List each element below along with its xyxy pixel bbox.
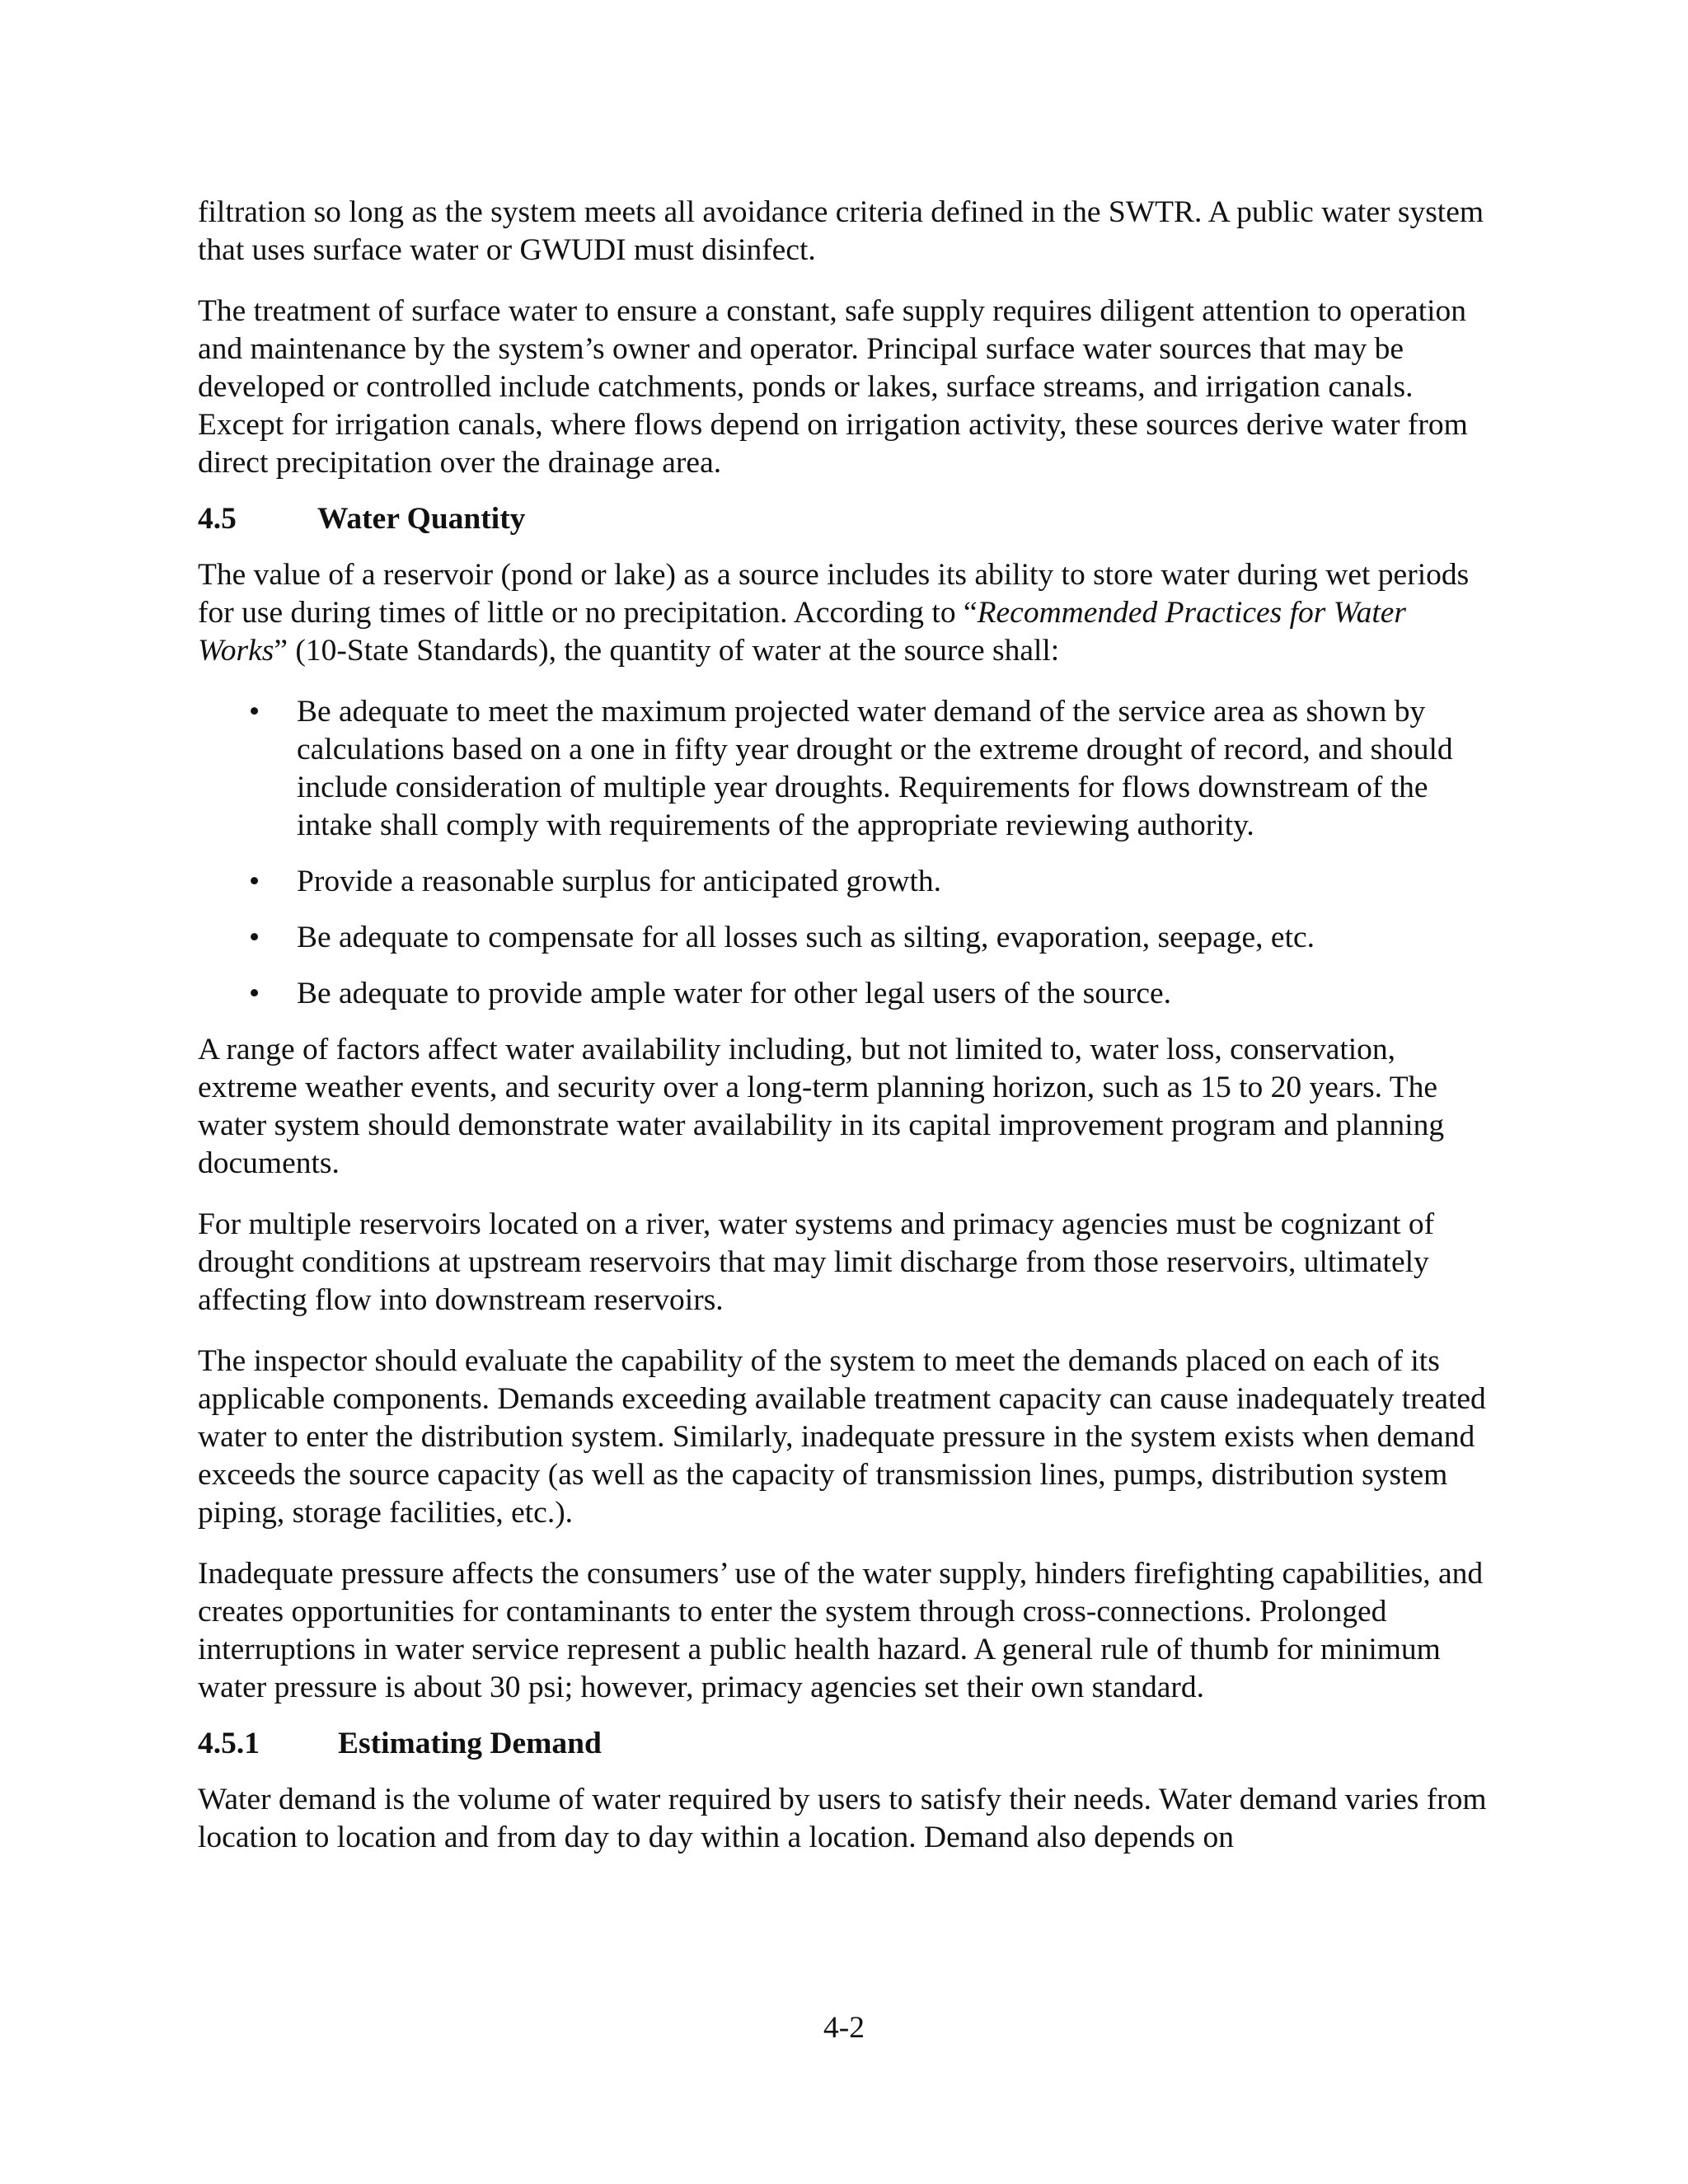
section-number: 4.5.1	[198, 1727, 260, 1760]
paragraph: Inadequate pressure affects the consumers’ use of the water supply, hinders firefighting capabilities, and creates opportunities for contaminants to enter the system through cross-connections. Prolonged interruptions in water service represent a public health hazard. A general rule of thumb for minimum water pressure is about 30 psi; however, primacy agencies set their own standard.	[198, 1557, 1484, 1704]
section-number: 4.5	[198, 502, 237, 536]
list-item	[198, 919, 1500, 957]
paragraph: The treatment of surface water to ensure a constant, safe supply requires diligent attention to operation and maintenance by the system’s owner and operator. Principal surface water sources that may be developed or controlled include catchments, ponds or lakes, surface streams, and irrigation canals. Except for irrigation canals, where flows depend on irrigation activity, these sources derive water from direct precipitation over the drainage area.	[198, 294, 1468, 480]
bullet-icon: •	[249, 921, 260, 954]
document-body	[198, 194, 1500, 1880]
bullet-icon: •	[249, 865, 260, 898]
list-item	[198, 693, 1500, 845]
section-title: Water Quantity	[317, 502, 526, 536]
paragraph: filtration so long as the system meets all avoidance criteria defined in the SWTR. A public water system that uses surface water or GWUDI must disinfect.	[198, 195, 1484, 267]
text-run: ” (10-State Standards), the quantity of water at the source shall:	[274, 634, 1060, 668]
list-item	[198, 975, 1500, 1013]
list-item	[198, 863, 1500, 901]
section-title: Estimating Demand	[338, 1727, 602, 1760]
paragraph: For multiple reservoirs located on a river, water systems and primacy agencies must be cognizant of drought conditions at upstream reservoirs that may limit discharge from those reservoirs, ultimately affecting flow into downstream reservoirs.	[198, 1207, 1435, 1317]
list-item-text: Be adequate to provide ample water for other legal users of the source.	[297, 977, 1172, 1010]
bullet-icon: •	[249, 695, 260, 729]
subsection-heading	[198, 1725, 1500, 1763]
text-run: The value of a reservoir (pond or lake) as a source includes its ability to store water during wet periods for use during times of little or no precipitation. According to “	[198, 558, 1470, 630]
section-heading	[198, 500, 1500, 538]
page-number: 4-2	[823, 2011, 865, 2045]
paragraph: The inspector should evaluate the capability of the system to meet the demands placed on each of its applicable components. Demands exceeding available treatment capacity can cause inadequately treated water to enter the distribution system. Similarly, inadequate pressure in the system exists when demand exceeds the source capacity (as well as the capacity of transmission lines, pumps, distribution system piping, storage facilities, etc.).	[198, 1344, 1486, 1530]
publication-title: Recommended Practices for Water Works	[198, 596, 1406, 668]
list-item-text: Be adequate to compensate for all losses such as silting, evaporation, seepage, etc.	[297, 921, 1315, 954]
bullet-icon: •	[249, 977, 260, 1010]
list-item-text: Provide a reasonable surplus for anticipated growth.	[297, 865, 942, 898]
paragraph: Water demand is the volume of water required by users to satisfy their needs. Water demand varies from location to location and from day to day within a location. Demand also depends on	[198, 1783, 1487, 1854]
list-item-text: Be adequate to meet the maximum projected water demand of the service area as shown by calculations based on a one in fifty year drought or the extreme drought of record, and should include consideration of multiple year droughts. Requirements for flows downstream of the intake shall comply with requirements of the appropriate reviewing authority.	[297, 695, 1453, 842]
paragraph: A range of factors affect water availability including, but not limited to, water loss, conservation, extreme weather events, and security over a long-term planning horizon, such as 15 to 20 years. The water system should demonstrate water availability in its capital improvement program and planning documents.	[198, 1033, 1445, 1180]
bullet-list	[198, 693, 1500, 1013]
paragraph	[198, 556, 1500, 670]
